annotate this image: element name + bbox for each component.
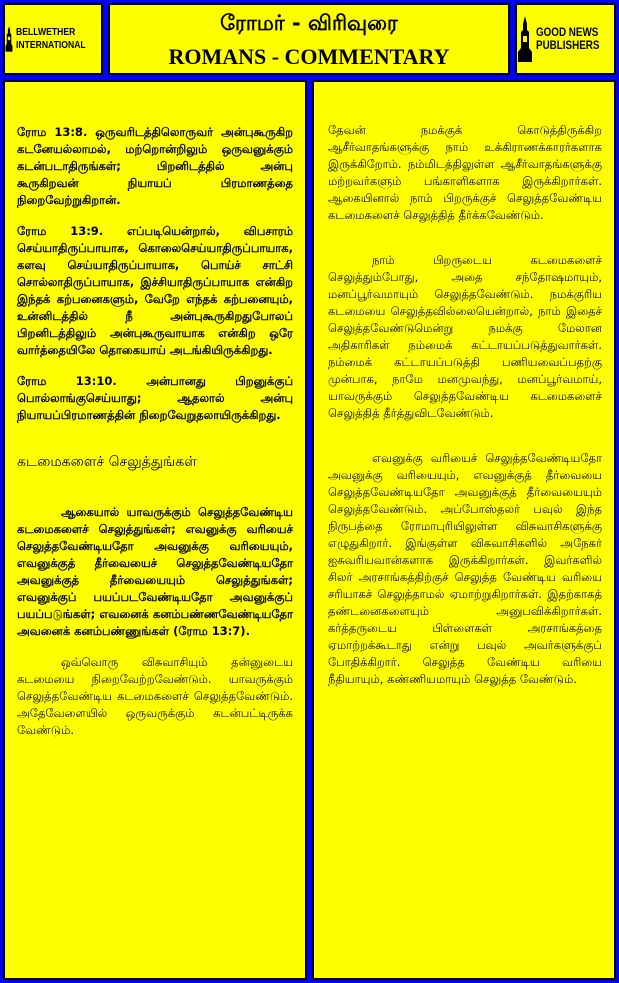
- verse-13-10: ரோம 13:10. அன்பானது பிறனுக்குப் பொல்லாங்குசெய்யாது; ஆதலால் அன்பு நியாயப்பிரமாணத்தின் நிறைவேறுதலாயிருக்கிறது.: [17, 374, 293, 422]
- title-english: ROMANS - COMMENTARY: [168, 44, 450, 69]
- logo-left-line2: INTERNATIONAL: [16, 39, 86, 51]
- tower-icon: [517, 16, 533, 62]
- logo-right-line2: PUBLISHERS: [536, 38, 600, 52]
- bellwether-logo: [3, 3, 103, 75]
- commentary-paragraph-3: எவனுக்கு வரியைச் செலுத்தவேண்டியதோ அவனுக்கு வரியையும், எவனுக்குத் தீர்வையை செலுத்தவேண்டியதோ அவனுக்குத் தீர்வையையும் செலுத்தவேண்டும். அப்போஸ்தலர் பவுல் இந்த நிருபத்தை ரோமாபுரியிலுள்ள விசுவாசிகளுக்கு எழுதுகிறார். இங்குள்ள விசுவாசிகளில் அநேகர் ஐசுவரியவான்களாக இருக்கிறார்கள். இவர்களில் சிலர் அரசாங்கத்திற்குச் செலுத்த வேண்டிய வரியை சரியாகச் செலுத்தாமல் ஏமாற்றுகிறார்கள். இதற்காகத் தண்டனைகளையும் அனுபவிக்கிறார்கள். கர்த்தருடைய பிள்ளைகள் அரசாங்கத்தை ஏமாற்றக்கூடாது என்று பவுல் அவர்களுக்குப் போதிக்கிறார். செலுத்த வேண்டிய வரியை நீதியாயும், கண்ணியமாயும் செலுத்த வேண்டும்.: [328, 451, 602, 686]
- commentary-paragraph-1: தேவன் நமக்குக் கொடுத்திருக்கிற ஆசீர்வாதங்களுக்கு நாம் உக்கிராணக்காரர்களாக இருக்கிறோம். நம்மிடத்திலுள்ள ஆசீர்வாதங்களுக்கு மற்றவர்களும் பங்காளிகளாக இருக்கிறார்கள். ஆகையினால் நாம் பிறருக்குச் செலுத்தவேண்டிய கடமைகளைச் செலுத்தித் தீர்க்கவேண்டும்.: [328, 123, 602, 222]
- verse-13-8: ரோம 13:8. ஒருவரிடத்திலொருவர் அன்புகூருகிற கடனேயல்லாமல், மற்றொன்றிலும் ஒருவனுக்கும் கடன்படாதிருங்கள்; பிறனிடத்தில் அன்பு கூருகிறவன் நியாயப் பிரமாணத்தை நிறைவேற்றுகிறான்.: [17, 125, 293, 207]
- verse-13-7: ஆகையால் யாவருக்கும் செலுத்தவேண்டிய கடமைகளைச் செலுத்துங்கள்; எவனுக்கு வரியைச் செலுத்தவேண்டியதோ அவனுக்கு வரியையும், எவனுக்குத் தீர்வையைச் செலுத்தவேண்டியதோ அவனுக்குத் தீர்வையையும் செலுத்துங்கள்; எவனுக்குப் பயப்படவேண்டியதோ அவனுக்குப் பயப்படுங்கள்; எவனைக் கனம்பண்ணவேண்டியதோ அவனைக் கனம்பண்ணுங்கள் (ரோம 13:7).: [17, 505, 293, 638]
- bell-tower-icon: [5, 17, 13, 61]
- section-heading: கடமைகளைச் செலுத்துங்கள்: [17, 454, 197, 470]
- commentary-paragraph: ஒவ்வொரு விசுவாசியும் தன்னுடைய கடமையை நிறைவேற்றவேண்டும். யாவருக்கும் செலுத்தவேண்டிய கடமைகளைச் செலுத்தவேண்டும். அதேவேளையில் ஒருவருக்கும் கடன்பட்டிருக்க வேண்டும்.: [17, 655, 293, 737]
- page-header: [108, 3, 510, 75]
- verse-13-9: ரோம 13:9. எப்படியென்றால், விபசாரம் செய்யாதிருப்பாயாக, கொலைசெய்யாதிருப்பாயாக, களவு செய்யாதிருப்பாயாக, பொய்ச் சாட்சி சொல்லாதிருப்பாயாக, இச்சியாதிருப்பாயாக என்கிற இந்தக் கற்பனைகளும், வேறே எந்தக் கற்பனையும், உன்னிடத்தில் நீ அன்புகூருகிறதுபோலப் பிறனிடத்திலும் அன்புகூருவாயாக என்கிற ஒரே வார்த்தையிலே தொகையாய் அடங்கியிருக்கிறது.: [17, 224, 293, 357]
- left-column: [3, 80, 307, 980]
- logo-right-line1: GOOD NEWS: [536, 25, 599, 39]
- commentary-paragraph-2: நாம் பிறருடைய கடமைகளைச் செலுத்தும்போது, அதை சந்தோஷமாயும், மனப்பூர்வமாயும் செலுத்தவேண்டும். நமக்குரிய கடமையை செலுத்தவில்லையென்றால், நாம் இதைச் செலுத்தவேண்டுமென்று நமக்கு மேலான அதிகாரிகள் நம்மைக் கட்டாயப்படுத்துவார்கள். நம்மைக் கட்டாயப்படுத்தி பணியவைப்பதற்கு முன்பாக, நாமே மனமுவந்து, மனப்பூர்வமாய், யாவருக்கும் செலுத்தவேண்டிய கடமைகளைச் செலுத்தித் தீர்த்துவிடவேண்டும்.: [328, 253, 602, 420]
- title-tamil: ரோமர் - விரிவுரை: [220, 11, 398, 35]
- logo-left-line1: BELLWETHER: [16, 26, 76, 38]
- right-column: [312, 80, 616, 980]
- good-news-publishers-logo: [515, 3, 616, 75]
